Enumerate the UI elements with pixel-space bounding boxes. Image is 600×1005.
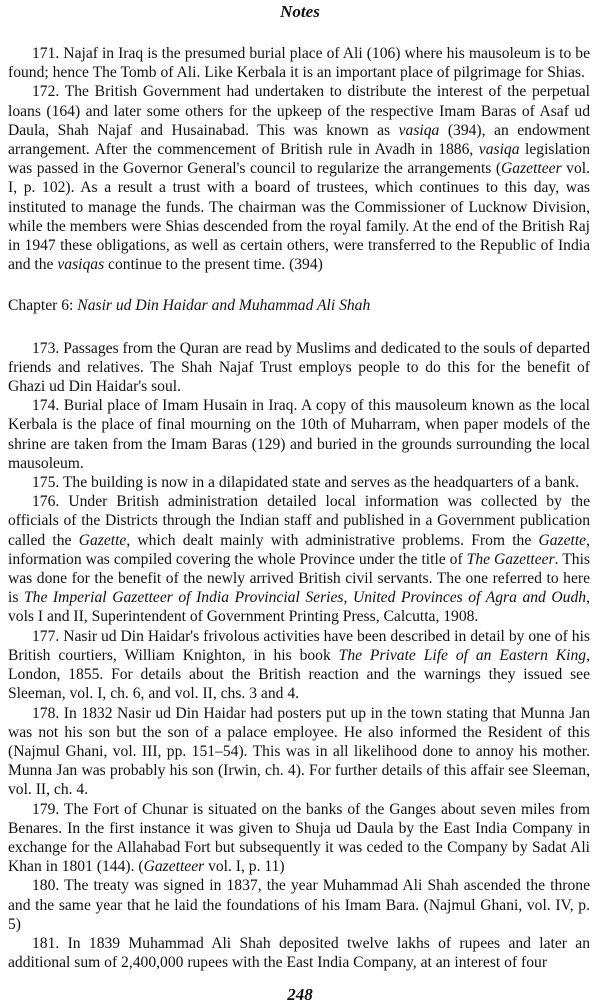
note-175: 175. The building is now in a dilapidated state and serves as the headquarters of a bank. [32,474,580,492]
notes-before-chapter [8,44,590,274]
note-174: 174. Burial place of Imam Husain in Iraq. A copy of this mausoleum known as the local Kerbala is the place of final mourning on the 10th of Muharram, when paper models of the shrine are taken from the Imam Baras (129) and buried in the grounds surrounding the local mausoleum. [8,397,590,472]
chapter-heading: Chapter 6: Nasir ud Din Haidar and Muhammad Ali Shah [8,297,371,315]
note-173: 173. Passages from the Quran are read by Muslims and dedicated to the souls of departed friends and relatives. The Shah Najaf Trust employs people to do this for the benefit of Ghazi ud Din Haidar's soul. [8,339,590,396]
note-171: 171. Najaf in Iraq is the presumed burial place of Ali (106) where his mausoleum is to be found; hence The Tomb of Ali. Like Kerbala it is an important place of pilgrimage for Shias. [8,45,590,82]
note-181: 181. In 1839 Muhammad Ali Shah deposited twelve lakhs of rupees and later an additional sum of 2,400,000 rupees with the East India Company, at an interest of four [8,934,590,972]
note-172: 172. The British Government had undertaken to distribute the interest of the perpetual loans (164) and later some others for the upkeep of the respective Imam Baras of Asaf ud Daula, Shah Najaf and Husainabad. This was known as vasiqa (394), an endowment arrangement. After the commencement of British rule in Avadh in 1886, vasiqa legislation was passed in the Governor General's council to regularize the arrangements (Gazetteer vol. I, p. 102). As a result a trust with a board of trustees, which continues to this day, was instituted to manage the funds. The chairman was the Commissioner of Lucknow Division, while the members were Shias descended from the royal family. At the end of the British Raj in 1947 these obligations, as well as certain others, were transferred to the Republic of India and the vasiqas continue to the present time. (394) [8,83,590,274]
notes-after-chapter [8,339,590,973]
note-177: 177. Nasir ud Din Haidar's frivolous activities have been described in detail by one of his British courtiers, William Knighton, in his book The Private Life of an Eastern King, London, 1855. For details about the British reaction and the warnings they issued see Sleeman, vol. I, ch. 6, and vol. II, chs. 3 and 4. [8,627,591,703]
note-176: 176. Under British administration detailed local information was collected by the officials of the Districts through the Indian staff and published in a Government publication called the Gazette, which dealt mainly with administrative problems. From the Gazette, information was compiled covering the whole Province under the title of The Gazetteer. This was done for the benefit of the newly arrived British civil servants. The one referred to here is The Imperial Gazetteer of India Provincial Series, United Provinces of Agra and Oudh, vols I and II, Superintendent of Government Printing Press, Calcutta, 1908. [8,493,590,626]
notes-body [8,44,590,972]
page-number: 248 [287,985,313,1004]
note-178: 178. In 1832 Nasir ud Din Haidar had posters put up in the town stating that Munna Jan was not his son but the son of a palace employee. He also informed the Resident of this (Najmul Ghani, vol. III, pp. 151–54). This was in all likelihood done to annoy his mother. Munna Jan was probably his son (Irwin, ch. 4). For further details of this affair see Sleeman, vol. II, ch. 4. [8,704,590,799]
note-180: 180. The treaty was signed in 1837, the year Muhammad Ali Shah ascended the throne and the same year that he laid the foundations of his Imam Bara. (Najmul Ghani, vol. IV, p. 5) [8,877,590,933]
running-header: Notes [280,2,320,21]
note-179: 179. The Fort of Chunar is situated on the banks of the Ganges about seven miles from Benares. In the first instance it was given to Shuja ud Daula by the East India Company in exchange for the Allahabad Fort but subsequently it was ceded to the Company by Sadat Ali Khan in 1801 (144). (Gazetteer vol. I, p. 11) [8,800,590,876]
